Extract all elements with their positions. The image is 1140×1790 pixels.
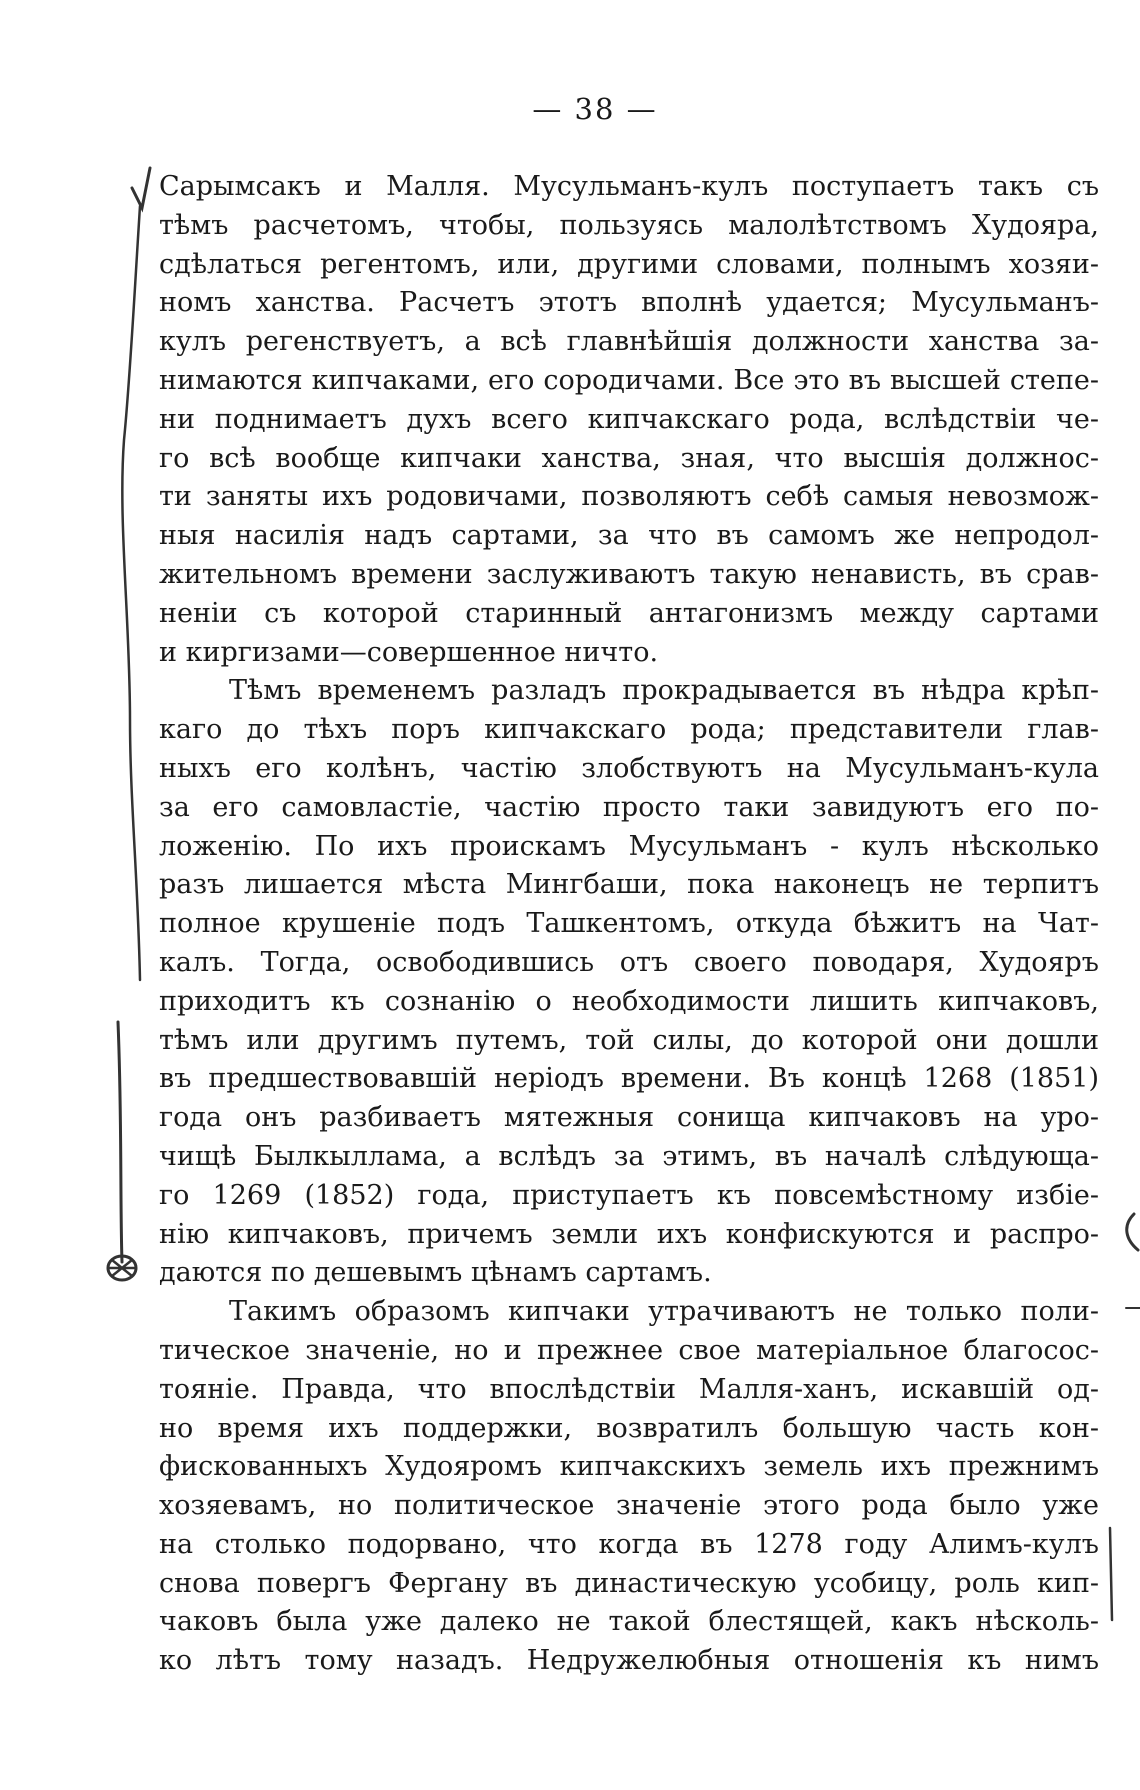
text-line: нію кипчаковъ, причемъ земли ихъ конфискуются и распро- xyxy=(159,1218,1099,1250)
text-line: тическое значеніе, но и прежнее свое матеріальное благосос- xyxy=(159,1334,1099,1366)
text-line: ти заняты ихъ родовичами, позволяютъ себѣ самыя невозмож- xyxy=(159,481,1099,513)
paragraph-1 xyxy=(159,168,1099,672)
paragraph-2 xyxy=(159,672,1099,1293)
text-line: каго до тѣхъ поръ кипчакскаго рода; представители глав- xyxy=(159,714,1099,746)
rosette-icon xyxy=(108,1256,136,1280)
text-line: номъ ханства. Расчетъ этотъ вполнѣ удается; Мусульманъ- xyxy=(159,287,1099,319)
text-line: го 1269 (1852) года, приступаетъ къ повсемѣстному избіе- xyxy=(159,1179,1099,1211)
text-line: ныя насилія надъ сартами, за что въ самомъ же непродол- xyxy=(159,520,1099,552)
text-line: на столько подорвано, что когда въ 1278 году Алимъ-кулъ xyxy=(159,1528,1099,1560)
text-line: ни поднимаетъ духъ всего кипчакскаго рода, вслѣдствіи че- xyxy=(159,403,1099,435)
margin-line-pencil-mark xyxy=(118,1022,122,1262)
text-line: тояніе. Правда, что впослѣдствіи Малля-ханъ, искавшій од- xyxy=(159,1373,1099,1405)
right-margin-line-pencil-mark xyxy=(1110,1528,1112,1620)
right-margin-bracket-pencil-mark xyxy=(1127,1214,1138,1250)
text-line: калъ. Тогда, освободившись отъ своего поводаря, Худояръ xyxy=(159,946,1099,978)
text-line: разъ лишается мѣста Мингбаши, пока наконецъ не терпитъ xyxy=(159,869,1099,901)
text-line: Сарымсакъ и Малля. Мусульманъ-кулъ поступаетъ такъ съ xyxy=(159,171,1099,202)
page-number: — 38 — xyxy=(532,92,658,126)
text-line: неніи съ которой старинный антагонизмъ между сартами xyxy=(159,597,1099,629)
text-line: сдѣлаться регентомъ, или, другими словами, полнымъ хозяи- xyxy=(159,248,1099,280)
text-line: снова повергъ Фергану въ династическую усобицу, роль кип- xyxy=(159,1567,1099,1599)
text-line: тѣмъ расчетомъ, чтобы, пользуясь малолѣтствомъ Худояра, xyxy=(159,209,1099,241)
text-line: даются по дешевымъ цѣнамъ сартамъ. xyxy=(159,1257,712,1289)
text-line: фискованныхъ Худояромъ кипчакскихъ земель ихъ прежнимъ xyxy=(159,1451,1099,1483)
text-line: за его самовластіе, частію просто таки завидуютъ его по- xyxy=(159,791,1099,823)
text-line: въ предшествовавшій неріодъ времени. Въ концѣ 1268 (1851) xyxy=(159,1063,1099,1095)
checkmark-pencil-mark xyxy=(132,168,150,208)
margin-bracket-pencil-mark xyxy=(122,206,140,980)
text-line: кулъ регенствуетъ, а всѣ главнѣйшія должности ханства за- xyxy=(159,326,1099,358)
text-line: го всѣ вообще кипчаки ханства, зная, что высшія должнос- xyxy=(159,442,1099,474)
text-line: Тѣмъ временемъ разладъ прокрадывается въ нѣдра крѣп- xyxy=(229,675,1099,707)
text-line: приходитъ къ сознанію о необходимости лишить кипчаковъ, xyxy=(159,985,1099,1017)
text-line: ложенію. По ихъ проискамъ Мусульманъ - кулъ нѣсколько xyxy=(159,830,1099,862)
text-column xyxy=(159,168,1099,1681)
text-line: нимаются кипчаками, его сородичами. Все это въ высшей степе- xyxy=(159,364,1099,396)
text-line: но время ихъ поддержки, возвратилъ большую часть кон- xyxy=(159,1412,1099,1444)
text-line: чаковъ была уже далеко не такой блестящей, какъ нѣсколь- xyxy=(159,1606,1099,1638)
text-line: и киргизами—совершенное ничто. xyxy=(159,636,659,668)
text-line: ко лѣтъ тому назадъ. Недружелюбныя отношенія къ нимъ xyxy=(159,1645,1099,1677)
text-line: Такимъ образомъ кипчаки утрачиваютъ не только поли- xyxy=(229,1296,1099,1328)
paragraph-3 xyxy=(159,1293,1099,1681)
text-line: жительномъ времени заслуживаютъ такую ненависть, въ срав- xyxy=(159,558,1099,590)
text-line: тѣмъ или другимъ путемъ, той силы, до которой они дошли xyxy=(159,1024,1099,1056)
text-line: ныхъ его колѣнъ, частію злобствуютъ на Мусульманъ-кула xyxy=(159,752,1099,784)
text-line: года онъ разбиваетъ мятежныя сонища кипчаковъ на уро- xyxy=(159,1102,1099,1134)
text-line: чищѣ Былкыллама, а вслѣдъ за этимъ, въ началѣ слѣдующа- xyxy=(159,1140,1099,1172)
text-line: хозяевамъ, но политическое значеніе этого рода было уже xyxy=(159,1490,1099,1522)
text-line: полное крушеніе подъ Ташкентомъ, откуда бѣжитъ на Чат- xyxy=(159,908,1099,940)
